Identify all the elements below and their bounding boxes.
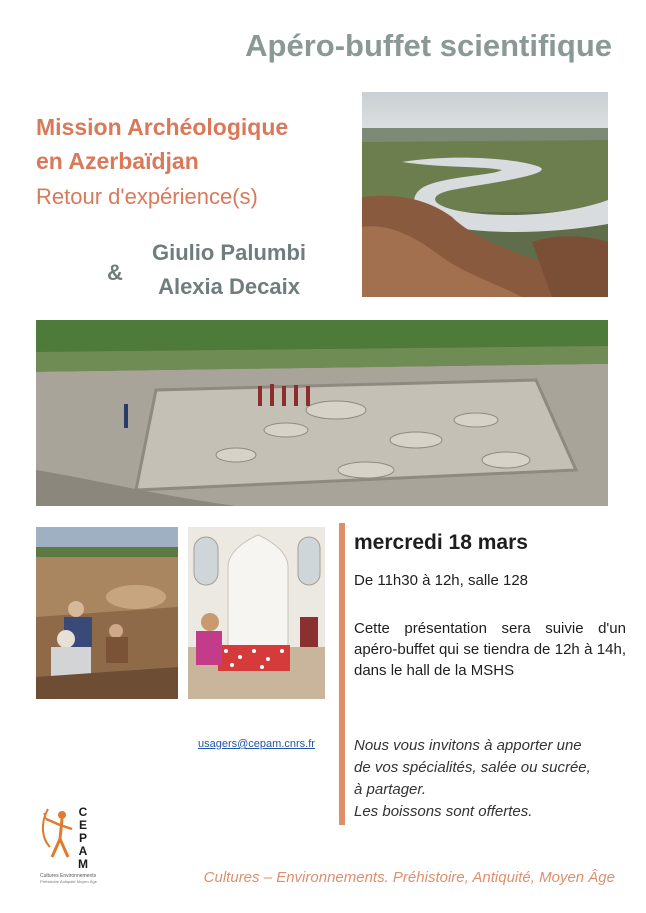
invite-line-4: Les boissons sont offertes. — [354, 803, 533, 820]
contact-email-link[interactable]: usagers@cepam.cnrs.fr — [198, 738, 315, 750]
footer-tagline: Cultures – Environnements. Préhistoire, Antiquité, Moyen Âge — [203, 869, 615, 886]
event-date: mercredi 18 mars — [354, 531, 528, 554]
speakers-ampersand: & — [107, 260, 123, 285]
logo-subtitle-2: Préhistoire Antiquité Moyen Âge — [40, 879, 97, 884]
excavation-site-panorama-photo — [36, 320, 608, 506]
invite-line-3: à partager. — [354, 781, 426, 798]
logo-letter: M — [78, 857, 88, 871]
speaker-name-2: Alexia Decaix — [158, 274, 300, 299]
event-description — [354, 618, 626, 681]
accent-vertical-bar — [339, 523, 345, 825]
mission-subtitle: Retour d'expérience(s) — [36, 184, 258, 209]
archer-figure-icon — [40, 805, 80, 875]
mission-title-line1: Mission Archéologique — [36, 114, 289, 140]
invite-line-1: Nous vous invitons à apporter une — [354, 737, 582, 754]
event-description-text: Cette présentation sera suivie d'un apéro-buffet qui se tiendra de 12h à 14h, dans le hall de la MSHS — [354, 620, 626, 679]
invite-line-2: de vos spécialités, salée ou sucrée, — [354, 759, 591, 776]
logo-subtitle-1: Cultures Environnements — [40, 873, 97, 879]
river-landscape-photo — [362, 92, 608, 297]
cepam-logo-letters — [76, 806, 90, 871]
speaker-name-1: Giulio Palumbi — [151, 240, 306, 265]
page-title: Apéro-buffet scientifique — [245, 28, 612, 63]
logo-letter: A — [78, 844, 88, 858]
event-time-location: De 11h30 à 12h, salle 128 — [354, 572, 529, 589]
lab-room-photo — [188, 527, 325, 699]
logo-letter: P — [78, 831, 87, 845]
logo-letter: E — [78, 818, 87, 832]
invitation-text — [354, 735, 629, 823]
workers-excavating-photo — [36, 527, 178, 699]
mission-title-line2: en Azerbaïdjan — [36, 148, 199, 174]
logo-letter: C — [78, 805, 88, 819]
